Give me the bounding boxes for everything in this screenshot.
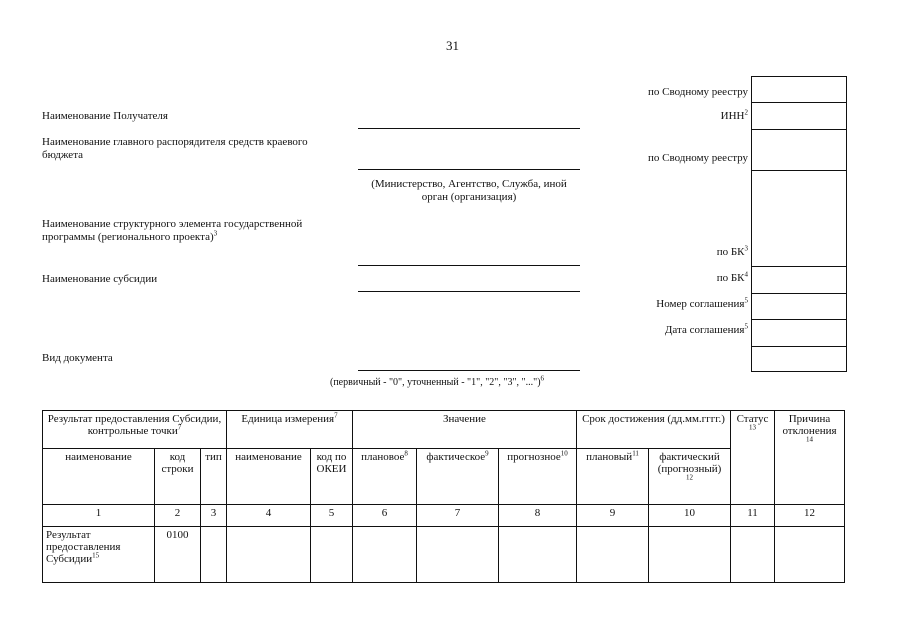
column-number: 11: [731, 505, 775, 527]
column-numbers-row: [43, 505, 845, 527]
registry-code-box-2[interactable]: [751, 129, 847, 171]
ministry-note: (Министерство, Агентство, Служба, иной орган (организация): [371, 178, 567, 203]
column-number: 3: [201, 505, 227, 527]
column-number: 7: [417, 505, 499, 527]
column-number: 10: [649, 505, 731, 527]
reason-header: Причина отклонения $^{14}$: [775, 411, 845, 505]
col-actual-header: фактическое$^9$: [417, 449, 499, 505]
agreement-number-label: Номер соглашения$^5$: [656, 296, 748, 310]
inn-code-box[interactable]: [751, 102, 847, 130]
doc-type-line: [358, 370, 580, 371]
column-number: 1: [43, 505, 155, 527]
recipient-line: [358, 128, 580, 129]
doc-type-code-box[interactable]: [751, 346, 847, 372]
col-name-header: наименование: [43, 449, 155, 505]
col-actual-date-header: фактический (прогнозный) $^{12}$: [649, 449, 731, 505]
main-manager-label: Наименование главного распорядителя средств краевого бюджета: [42, 136, 308, 161]
column-number: 6: [353, 505, 417, 527]
col-planned-header: плановое$^8$: [353, 449, 417, 505]
row-okei-cell[interactable]: [311, 527, 353, 583]
structural-element-line: [358, 265, 580, 266]
row-name-cell: Результат предоставления Субсидии$^{15}$: [43, 527, 155, 583]
doc-type-note: (первичный - "0", уточненный - "1", "2", "3", "...")$^6$: [330, 374, 545, 388]
row-actual-cell[interactable]: [417, 527, 499, 583]
row-actual-date-cell[interactable]: [649, 527, 731, 583]
recipient-label: Наименование Получателя: [42, 110, 168, 122]
unit-group-header: Единица измерения$^7$: [227, 411, 353, 449]
page-number: 31: [446, 38, 459, 53]
col-unit-name-header: наименование: [227, 449, 311, 505]
bk-code-box-2[interactable]: [751, 266, 847, 294]
bk-code-box-1[interactable]: [751, 170, 847, 267]
agreement-number-box[interactable]: [751, 293, 847, 320]
row-reason-cell[interactable]: [775, 527, 845, 583]
table-row: [43, 527, 845, 583]
bk-label-2: по $БК^4$: [716, 270, 748, 284]
column-number: 5: [311, 505, 353, 527]
row-status-cell[interactable]: [731, 527, 775, 583]
col-forecast-header: прогнозное$^{10}$: [499, 449, 577, 505]
main-manager-line: [358, 169, 580, 170]
deadline-group-header: Срок достижения (дд.мм.гггг.): [577, 411, 731, 449]
agreement-date-label: Дата соглашения$^5$: [664, 322, 748, 336]
col-okei-header: код по ОКЕИ: [311, 449, 353, 505]
result-group-header: Результат предоставления Субсидии, контрольные точки$^7$: [43, 411, 227, 449]
row-code-cell: 0100: [155, 527, 201, 583]
subsidy-label: Наименование субсидии: [42, 273, 158, 285]
bk-label-1: по $БК^3$: [716, 244, 748, 258]
column-number: 8: [499, 505, 577, 527]
column-number: 12: [775, 505, 845, 527]
status-header: Статус $^{13}$: [731, 411, 775, 505]
value-group-header: Значение: [353, 411, 577, 449]
row-forecast-cell[interactable]: [499, 527, 577, 583]
col-row-code-header: код строки: [155, 449, 201, 505]
consolidated-registry-label-1: по Сводному реестру: [648, 86, 748, 98]
column-number: 4: [227, 505, 311, 527]
structural-element-label: Наименование структурного элемента государственной программы (регионального проекта)$^3$: [42, 218, 303, 243]
subsidy-line: [358, 291, 580, 292]
doc-type-label: Вид документа: [42, 352, 113, 364]
consolidated-registry-label-2: по Сводному реестру: [648, 152, 748, 164]
row-planned-date-cell[interactable]: [577, 527, 649, 583]
inn-label: ИНН$^2$: [720, 108, 748, 122]
col-type-header: тип: [201, 449, 227, 505]
registry-code-box-1[interactable]: [751, 76, 847, 103]
column-number: 9: [577, 505, 649, 527]
column-number: 2: [155, 505, 201, 527]
row-unit-name-cell[interactable]: [227, 527, 311, 583]
col-planned-date-header: плановый$^{11}$: [577, 449, 649, 505]
agreement-date-box[interactable]: [751, 319, 847, 347]
row-planned-cell[interactable]: [353, 527, 417, 583]
results-table: [42, 410, 845, 583]
row-type-cell[interactable]: [201, 527, 227, 583]
